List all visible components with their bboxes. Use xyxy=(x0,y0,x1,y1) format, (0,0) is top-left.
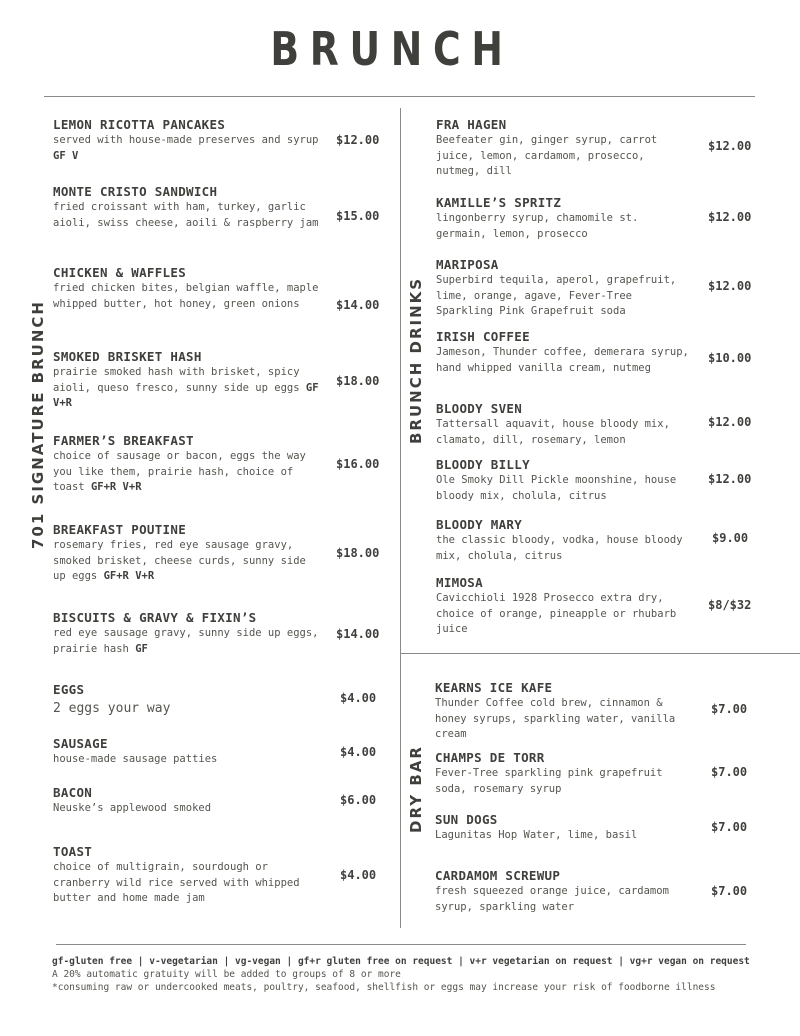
item-description: choice of sausage or bacon, eggs the way you like them, prairie hash, choice of toast GF+R V+R xyxy=(53,450,306,493)
item-price: $4.00 xyxy=(340,745,377,759)
menu-title: BRUNCH xyxy=(270,22,514,76)
item-description: rosemary fries, red eye sausage gravy, smoked brisket, cheese curds, sunny side up eggs GF+R V+R xyxy=(53,539,306,582)
item-description: house-made sausage patties xyxy=(53,753,218,765)
menu-item-biscuits-gravy xyxy=(53,610,323,657)
drink-bloody-sven xyxy=(436,401,694,448)
drink-mariposa xyxy=(436,257,694,320)
item-description: Ole Smoky Dill Pickle moonshine, house bloody mix, cholula, citrus xyxy=(436,474,677,502)
item-description: Superbird tequila, aperol, grapefruit, lime, orange, agave, Fever-Tree Sparkling Pink Grapefruit soda xyxy=(436,274,677,317)
dry-bar-champs-de-torr xyxy=(435,750,693,797)
item-price: $12.00 xyxy=(708,415,752,429)
item-price: $14.00 xyxy=(336,298,380,312)
menu-item-farmers-breakfast xyxy=(53,433,323,496)
item-description: choice of multigrain, sourdough or cranberry wild rice served with whipped butter and home made jam xyxy=(53,861,300,904)
item-price: $7.00 xyxy=(711,884,748,898)
dry-bar-cardamom-screwup xyxy=(435,868,693,915)
item-name: CARDAMOM SCREWUP xyxy=(435,868,561,883)
item-name: CHAMPS DE TORR xyxy=(435,750,545,765)
item-name: SAUSAGE xyxy=(53,736,108,751)
item-description: 2 eggs your way xyxy=(53,701,171,716)
item-price: $4.00 xyxy=(340,868,377,882)
item-price: $12.00 xyxy=(708,210,752,224)
item-price: $8/$32 xyxy=(708,598,752,612)
dietary-tags: GF+R V+R xyxy=(90,481,142,493)
dry-bar-kearns-ice-kafe xyxy=(435,680,693,743)
item-price: $7.00 xyxy=(711,765,748,779)
item-description: served with house-made preserves and syrup GF V xyxy=(53,134,319,162)
dietary-legend: gf-gluten free | v-vegetarian | vg-vegan | gf+r gluten free on request | v+r vegetarian on request | vg+r vegan on request xyxy=(52,956,750,967)
item-description: the classic bloody, vodka, house bloody mix, cholula, citrus xyxy=(436,534,683,562)
item-price: $12.00 xyxy=(708,472,752,486)
item-name: MARIPOSA xyxy=(436,257,499,272)
item-description: Cavicchioli 1928 Prosecco extra dry, choice of orange, pineapple or rhubarb juice xyxy=(436,592,677,635)
item-price: $12.00 xyxy=(336,133,380,147)
item-price: $4.00 xyxy=(340,691,377,705)
item-description: Neuske’s applewood smoked xyxy=(53,802,212,814)
item-name: BREAKFAST POUTINE xyxy=(53,522,187,537)
item-description: fried chicken bites, belgian waffle, maple whipped butter, hot honey, green onions xyxy=(53,282,319,310)
item-price: $12.00 xyxy=(708,139,752,153)
drink-fra-hagen xyxy=(436,117,694,180)
item-description: Jameson, Thunder coffee, demerara syrup, hand whipped vanilla cream, nutmeg xyxy=(436,346,689,374)
item-name: FARMER’S BREAKFAST xyxy=(53,433,194,448)
item-description: prairie smoked hash with brisket, spicy aioli, queso fresco, sunny side up eggs GF V+R xyxy=(53,366,319,409)
item-name: BLOODY SVEN xyxy=(436,401,523,416)
item-name: MONTE CRISTO SANDWICH xyxy=(53,184,218,199)
drinks-divider xyxy=(401,653,800,654)
item-description: Lagunitas Hop Water, lime, basil xyxy=(435,829,638,841)
item-name: SMOKED BRISKET HASH xyxy=(53,349,202,364)
item-name: BACON xyxy=(53,785,93,800)
item-name: BLOODY BILLY xyxy=(436,457,530,472)
item-description: red eye sausage gravy, sunny side up eggs, prairie hash GF xyxy=(53,627,319,655)
item-price: $16.00 xyxy=(336,457,380,471)
food-safety-warning: *consuming raw or undercooked meats, poultry, seafood, shellfish or eggs may increase your risk of foodborne illness xyxy=(52,982,716,993)
dry-bar-sun-dogs xyxy=(435,812,693,844)
top-divider xyxy=(44,96,755,97)
item-price: $6.00 xyxy=(340,793,377,807)
item-price: $18.00 xyxy=(336,374,380,388)
menu-item-bacon xyxy=(53,785,323,817)
menu-item-breakfast-poutine xyxy=(53,522,323,585)
menu-item-chicken-waffles xyxy=(53,265,323,312)
menu-item-sausage xyxy=(53,736,323,768)
drink-bloody-mary xyxy=(436,517,694,564)
footer-divider xyxy=(56,944,746,945)
drink-bloody-billy xyxy=(436,457,694,504)
menu-item-eggs xyxy=(53,682,323,717)
menu-item-smoked-brisket-hash xyxy=(53,349,323,412)
item-name: FRA HAGEN xyxy=(436,117,507,132)
dietary-tags: GF xyxy=(135,642,148,655)
item-description: fresh squeezed orange juice, cardamom syrup, sparkling water xyxy=(435,885,669,913)
item-name: CHICKEN & WAFFLES xyxy=(53,265,187,280)
item-price: $15.00 xyxy=(336,209,380,223)
item-price: $14.00 xyxy=(336,627,380,641)
menu-item-lemon-ricotta-pancakes xyxy=(53,117,323,164)
column-divider xyxy=(400,108,401,928)
section-label-signature: 701 SIGNATURE BRUNCH xyxy=(29,300,47,549)
item-name: EGGS xyxy=(53,682,85,697)
item-description: fried croissant with ham, turkey, garlic aioli, swiss cheese, aoili & raspberry jam xyxy=(53,201,319,229)
item-name: TOAST xyxy=(53,844,93,859)
item-name: BLOODY MARY xyxy=(436,517,523,532)
item-name: IRISH COFFEE xyxy=(436,329,530,344)
item-price: $7.00 xyxy=(711,702,748,716)
gratuity-note: A 20% automatic gratuity will be added to groups of 8 or more xyxy=(52,969,401,980)
drink-mimosa xyxy=(436,575,694,638)
item-name: KEARNS ICE KAFE xyxy=(435,680,553,695)
section-label-brunch-drinks: BRUNCH DRINKS xyxy=(407,276,425,444)
dietary-tags: GF V xyxy=(53,149,79,162)
item-description: Thunder Coffee cold brew, cinnamon & honey syrups, sparkling water, vanilla cream xyxy=(435,697,676,740)
item-price: $12.00 xyxy=(708,279,752,293)
item-price: $10.00 xyxy=(708,351,752,365)
dietary-tags: GF+R V+R xyxy=(103,570,155,582)
item-name: KAMILLE’S SPRITZ xyxy=(436,195,562,210)
drink-irish-coffee xyxy=(436,329,694,376)
footer-notes xyxy=(52,955,750,994)
item-name: LEMON RICOTTA PANCAKES xyxy=(53,117,226,132)
item-description: Beefeater gin, ginger syrup, carrot juice, lemon, cardamom, prosecco, nutmeg, dill xyxy=(436,134,658,177)
item-name: SUN DOGS xyxy=(435,812,498,827)
item-price: $18.00 xyxy=(336,546,380,560)
item-description: Tattersall aquavit, house bloody mix, clamato, dill, rosemary, lemon xyxy=(436,418,670,446)
menu-item-toast xyxy=(53,844,323,907)
dietary-tags: GF V+R xyxy=(53,381,319,409)
menu-item-monte-cristo-sandwich xyxy=(53,184,323,231)
item-price: $7.00 xyxy=(711,820,748,834)
item-name: BISCUITS & GRAVY & FIXIN’S xyxy=(53,610,257,625)
drink-kamilles-spritz xyxy=(436,195,694,242)
item-description: Fever-Tree sparkling pink grapefruit soda, rosemary syrup xyxy=(435,767,663,795)
section-label-dry-bar: DRY BAR xyxy=(407,745,425,833)
item-description: lingonberry syrup, chamomile st. germain, lemon, prosecco xyxy=(436,212,639,240)
item-price: $9.00 xyxy=(712,531,749,545)
item-name: MIMOSA xyxy=(436,575,483,590)
